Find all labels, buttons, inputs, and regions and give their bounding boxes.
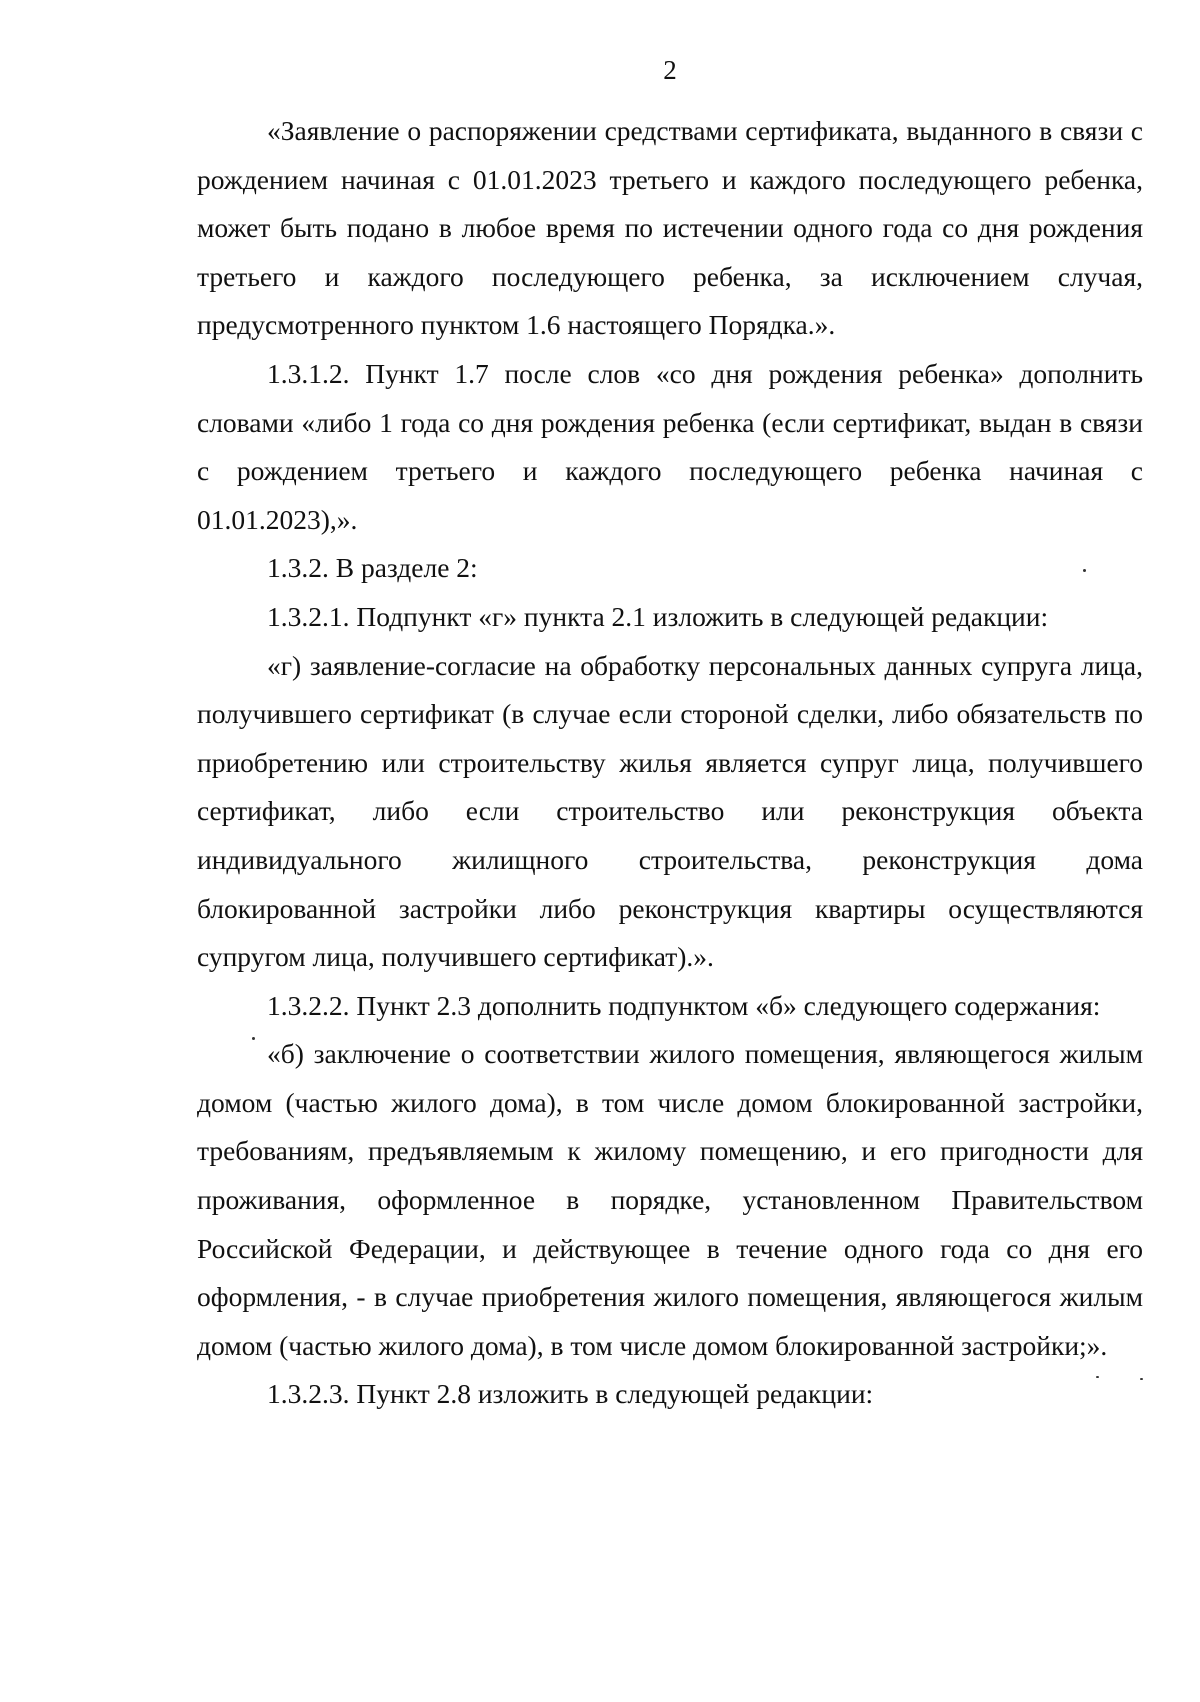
paragraph-1-3-2: 1.3.2. В разделе 2: [267, 552, 478, 584]
paragraph-1-3-2-1: 1.3.2.1. Подпункт «г» пункта 2.1 изложить в следующей редакции: [267, 600, 1049, 632]
paragraph-1-3-2-2: 1.3.2.2. Пункт 2.3 дополнить подпунктом «б» следующего содержания: [267, 989, 1101, 1021]
scan-speck [1140, 1378, 1143, 1380]
paragraph-1-3-2-3: 1.3.2.3. Пункт 2.8 изложить в следующей редакции: [267, 1378, 874, 1410]
paragraph-subitem-b: «б) заключение о соответствии жилого помещения, являющегося жилым домом (частью жилого дома), в том числе домом блокированной застройки, требованиям, предъявляемым к жилому помещению, и его пригодности для проживания, оформленное в порядке, установленном Правительством Российской Федерации, и действующее в течение одного года со дня его оформления, - в случае приобретения жилого помещения, являющегося жилым домом (частью жилого дома), в том числе домом блокированной застройки;». [197, 1038, 1143, 1361]
paragraph-1-3-1-2: 1.3.1.2. Пункт 1.7 после слов «со дня рождения ребенка» дополнить словами «либо 1 года со дня рождения ребенка (если сертификат, выдан в связи с рождением третьего и каждого последующего ребенка начиная с 01.01.2023),». [197, 357, 1143, 535]
paragraph-statement-quote: «Заявление о распоряжении средствами сертификата, выданного в связи с рождением начиная с 01.01.2023 третьего и каждого последующего ребенка, может быть подано в любое время по истечении одного года со дня рождения третьего и каждого последующего ребенка, за исключением случая, предусмотренного пунктом 1.6 настоящего Порядка.». [197, 115, 1143, 341]
scan-speck [1083, 569, 1086, 572]
paragraph-subitem-g: «г) заявление-согласие на обработку персональных данных супруга лица, получившего сертификат (в случае если стороной сделки, либо обязательств по приобретению или строительству жилья является супруг лица, получившего сертификат, либо если строительство или реконструкция объекта индивидуального жилищного строительства, реконструкция дома блокированной застройки либо реконструкция квартиры осуществляются супругом лица, получившего сертификат).». [197, 649, 1143, 973]
scan-speck [252, 1037, 255, 1040]
document-body [197, 107, 1143, 1419]
page-number: 2 [663, 55, 677, 85]
scan-speck [1096, 1376, 1099, 1378]
